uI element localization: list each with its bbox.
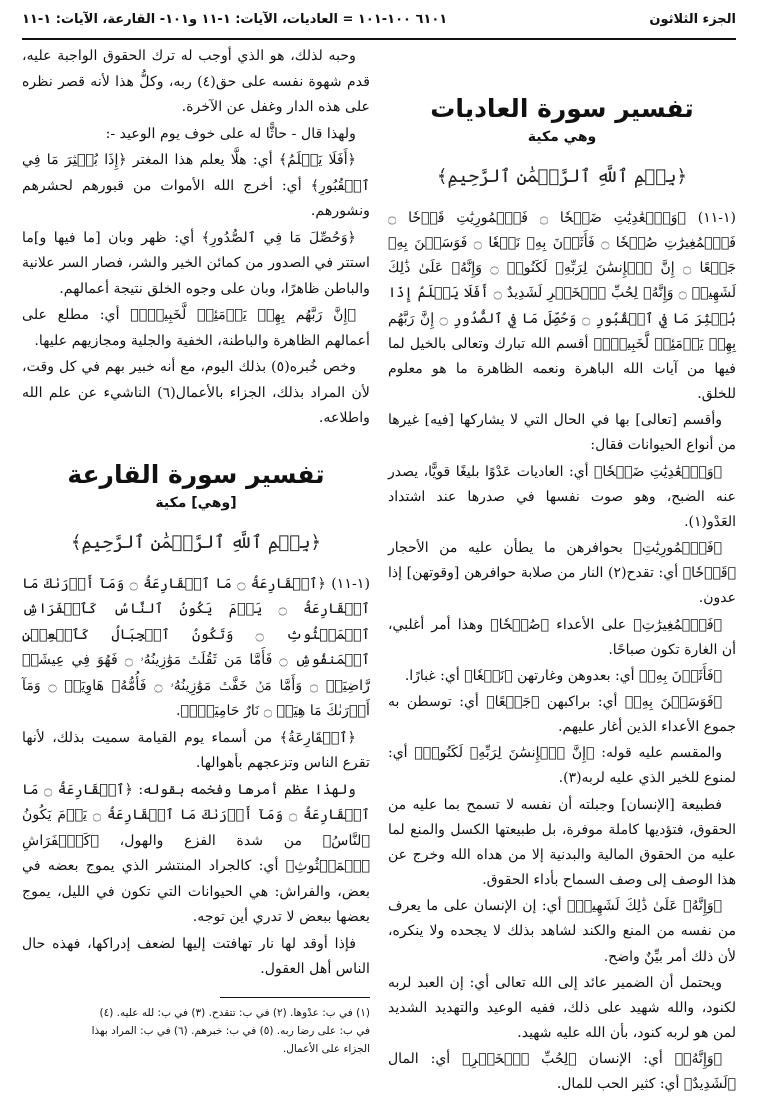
paragraph: ﴿ٱلۡقَارِعَةُ﴾ من أسماء يوم القيامة سميت بذلك، لأنها تقرع الناس وتزعجهم بأهوالها. — [22, 729, 370, 771]
footnotes — [22, 1004, 370, 1058]
paragraph: ولهذا قال - حاثًّا له على خوف يوم الوعيد -: — [105, 125, 356, 142]
paragraph: ﴿فَٱلۡمُورِيَٰتِ﴾ بحوافرهن ما يطأن عليه من الأحجار ﴿قَدۡحٗا﴾ أي: تقدح(٢) النار من صلابة حوافرهن [وقوتهن] إذا عدون. — [388, 540, 737, 607]
paragraph: ﴿وَحُصِّلَ مَا فِي ٱلصُّدُورِ﴾ أي: ظهر وبان [ما فيها و]ما استتر في الصدور من كمائن الخير والشر، فصار السر علانية والباطن ظاهرًا، وبان على وجوه الخلق نتيجة أعمالهم. — [22, 229, 370, 297]
sura-title-qariah: تفسير سورة القارعة — [67, 459, 325, 489]
running-head-section: الجزء الثلاثون — [649, 12, 736, 27]
footnote-line: في ب: على رضا ربه. (٥) في ب: خبرهم. (٦) في ب: المراد بهذا — [91, 1024, 370, 1037]
paragraph: وخص خُبره(٥) بذلك اليوم، مع أنه خبير بهم في كل وقت، لأن المراد بذلك، الجزاء بالأعمال(٦) الناشيء عن علم الله واطلاعه. — [22, 359, 370, 426]
running-head — [22, 8, 736, 32]
page-number: ٦١٠١ — [415, 12, 448, 27]
paragraph: ﴿فَوَسَطۡنَ بِهِۦ﴾ أي: براكبهن ﴿جَمۡعًا﴾ أي: توسطن به جموع الأعداء الذين أغار عليهم. — [388, 693, 736, 736]
paragraph: ﴿وَإِنَّهُۥ﴾ أي: الإنسان ﴿لِحُبِّ ٱلۡخَيۡرِ﴾ أي: المال ﴿لَشَدِيدٌ﴾ أي: كثير الحب للمال. — [388, 1051, 736, 1093]
sura-title-adiyat: تفسير سورة العاديات — [430, 94, 694, 123]
left-column — [22, 44, 370, 1058]
paragraph: ﴿إِنَّ رَبَّهُم بِهِمۡ يَوۡمَئِذٖ لَّخَبِيرُۢ﴾ أي: مطلع على أعمالهم الظاهرة والباطنة، الخفية والجلية ومجازيهم عليها. — [22, 307, 370, 349]
footnote-rule — [220, 997, 370, 998]
paragraph: وأقسم [تعالى] بها في الحال التي لا يشاركها [فيه] غيرها من أنواع الحيوانات فقال: — [388, 412, 736, 454]
paragraph: ﴿فَٱلۡمُغِيرَٰتِ﴾ على الأعداء ﴿صُبۡحٗا﴾ وهذا أمر أغلبي، أن الغارة تكون صباحًا. — [388, 616, 736, 658]
paragraph: فطبيعة [الإنسان] وجبلته أن نفسه لا تسمح بما عليه من الحقوق، فتؤديها كاملة موفرة، بل طبيعتها الكسل والمنع لما عليه من الحقوق المالية والبدنية إلا من هداه الله وخرج عن هذا الوصف إلى وصف السماح بأداء الحقوق. — [388, 796, 736, 889]
verses-adiyat: (١-١١) ﴿وَٱلۡعَٰدِيَٰتِ ضَبۡحٗا ۝ فَٱلۡمُورِيَٰتِ قَدۡحٗا ۝ فَٱلۡمُغِيرَٰتِ صُبۡحٗا ۝ فَأَثَرۡنَ بِهِۦ نَقۡعٗا ۝ فَوَسَطۡنَ بِهِۦ جَمۡعًا ۝ إِنَّ ٱلۡإِنسَٰنَ لِرَبِّهِۦ لَكَنُودٞ ۝ وَإِنَّهُۥ عَلَىٰ ذَٰلِكَ لَشَهِيدٞ ۝ وَإِنَّهُۥ لِحُبِّ ٱلۡخَيۡرِ لَشَدِيدٌ ۝ أَفَلَا يَعۡلَمُ إِذَا بُعۡثِرَ مَا فِي ٱلۡقُبُورِ ۝ وَحُصِّلَ مَا فِي ٱلصُّدُورِ ۝ إِنَّ رَبَّهُم بِهِمۡ يَوۡمَئِذٖ لَّخَبِيرُۢ﴾ أقسم الله تبارك وتعالى بالخيل لما فيها من آيات الله الباهرة ونعمه الظاهرة ما هو معلوم للخلق. — [388, 210, 737, 403]
paragraph: ﴿فَأَثَرۡنَ بِهِۦ﴾ أي: بعدوهن وغارتهن ﴿نَقۡعٗا﴾ أي: غبارًا. — [404, 667, 722, 684]
right-column — [388, 44, 736, 1098]
paragraph: فإذا أوقد لها نار تهافتت إليها لضعف إدراكها، فهذه حال الناس أهل العقول. — [22, 935, 370, 977]
paragraph: وحبه لذلك، هو الذي أوجب له ترك الحقوق الواجبة عليه، قدم شهوة نفسه على حق(٤) ربه، وكلُّ هذا لأنه قصر نظره على هذه الدار وغفل عن الآخرة. — [22, 48, 370, 115]
footnote-line: (١) في ب: عدْوها. (٢) في ب: تتقدح. (٣) في ب: لله عليه. (٤) — [99, 1006, 370, 1019]
basmala: ﴿بِسۡمِ ٱللَّهِ ٱلرَّحۡمَٰنِ ٱلرَّحِيمِ﴾ — [70, 531, 322, 553]
paragraph: ﴿وَإِنَّهُۥ عَلَىٰ ذَٰلِكَ لَشَهِيدٞ﴾ أي: إن الإنسان على ما يعرف من نفسه من المنع والكند لشاهد بذلك لا يجحده ولا ينكره، لأن ذلك أمر بيِّنٌ واضح. — [388, 898, 736, 965]
running-head-sura-range: ١٠٠-١٠١ = العاديات، الآيات: ١-١١ و١٠١- القارعة، الآيات: ١-١١ — [22, 12, 411, 27]
sura-subtitle-qariah: [وهي] مكية — [155, 494, 237, 511]
paragraph: ولهذا عظم أمرها وفخمه بقوله: ﴿ٱلۡقَارِعَةُ ۝ مَا ٱلۡقَارِعَةُ ۝ وَمَآ أَدۡرَىٰكَ مَا ٱلۡقَارِعَةُ ۝ يَوۡمَ يَكُونُ ٱلنَّاسُ﴾ من شدة الفزع والهول، ﴿كَٱلۡفَرَاشِ ٱلۡمَبۡثُوثِ﴾ أي: كالجراد المنتشر الذي يموج بعضه في بعض، والفراش: هي الحيوانات التي تكون في الليل، يموج بعضها ببعض لا تدري أين توجه. — [22, 781, 370, 925]
basmala: ﴿بِسۡمِ ٱللَّهِ ٱلرَّحۡمَٰنِ ٱلرَّحِيمِ﴾ — [436, 166, 688, 187]
sura-subtitle-adiyat: وهي مكية — [527, 129, 597, 145]
paragraph: ﴿أَفَلَا يَعۡلَمُ﴾ أي: هلَّا يعلم هذا المغتر ﴿إِذَا بُعۡثِرَ مَا فِي ٱلۡقُبُورِ﴾ أي: أخرج الله الأموات من قبورهم لحشرهم ونشورهم. — [22, 152, 370, 219]
footnote-line: الجزاء على الأعمال. — [282, 1042, 370, 1055]
running-head-title — [22, 12, 447, 27]
paragraph: ﴿وَٱلۡعَٰدِيَٰتِ ضَبۡحٗا﴾ أي: العاديات عَدْوًا بليغًا قويًّا، يصدر عنه الضبح، وهو صوت نفسها في صدرها عند اشتداد العَدْو(١). — [388, 463, 736, 530]
paragraph: ويحتمل أن الضمير عائد إلى الله تعالى أي: إن العبد لربه لكنود، والله شهيد على ذلك، ففيه الوعيد والتهديد الشديد لمن هو لربه كنود، بأن الله عليه شهيد. — [388, 974, 736, 1041]
verses-qariah: (١-١١) ﴿ٱلۡقَارِعَةُ ۝ مَا ٱلۡقَارِعَةُ ۝ وَمَآ أَدۡرَىٰكَ مَا ٱلۡقَارِعَةُ ۝ يَوۡمَ يَكُونُ ٱلنَّاسُ كَٱلۡفَرَاشِ ٱلۡمَبۡثُوثِ ۝ وَتَكُونُ ٱلۡجِبَالُ كَٱلۡعِهۡنِ ٱلۡمَنفُوشِ ۝ فَأَمَّا مَن ثَقُلَتۡ مَوَٰزِينُهُۥ ۝ فَهُوَ فِي عِيشَةٖ رَّاضِيَةٖ ۝ وَأَمَّا مَنۡ خَفَّتۡ مَوَٰزِينُهُۥ ۝ فَأُمُّهُۥ هَاوِيَةٞ ۝ وَمَآ أَدۡرَىٰكَ مَا هِيَهۡ ۝ نَارٌ حَامِيَةُۢ﴾. — [22, 575, 370, 719]
paragraph: والمقسم عليه قوله: ﴿إِنَّ ٱلۡإِنسَٰنَ لِرَبِّهِۦ لَكَنُودٞ﴾ أي: لمنوع للخير الذي عليه لربه(٣). — [388, 745, 736, 787]
header-rule — [22, 38, 736, 40]
